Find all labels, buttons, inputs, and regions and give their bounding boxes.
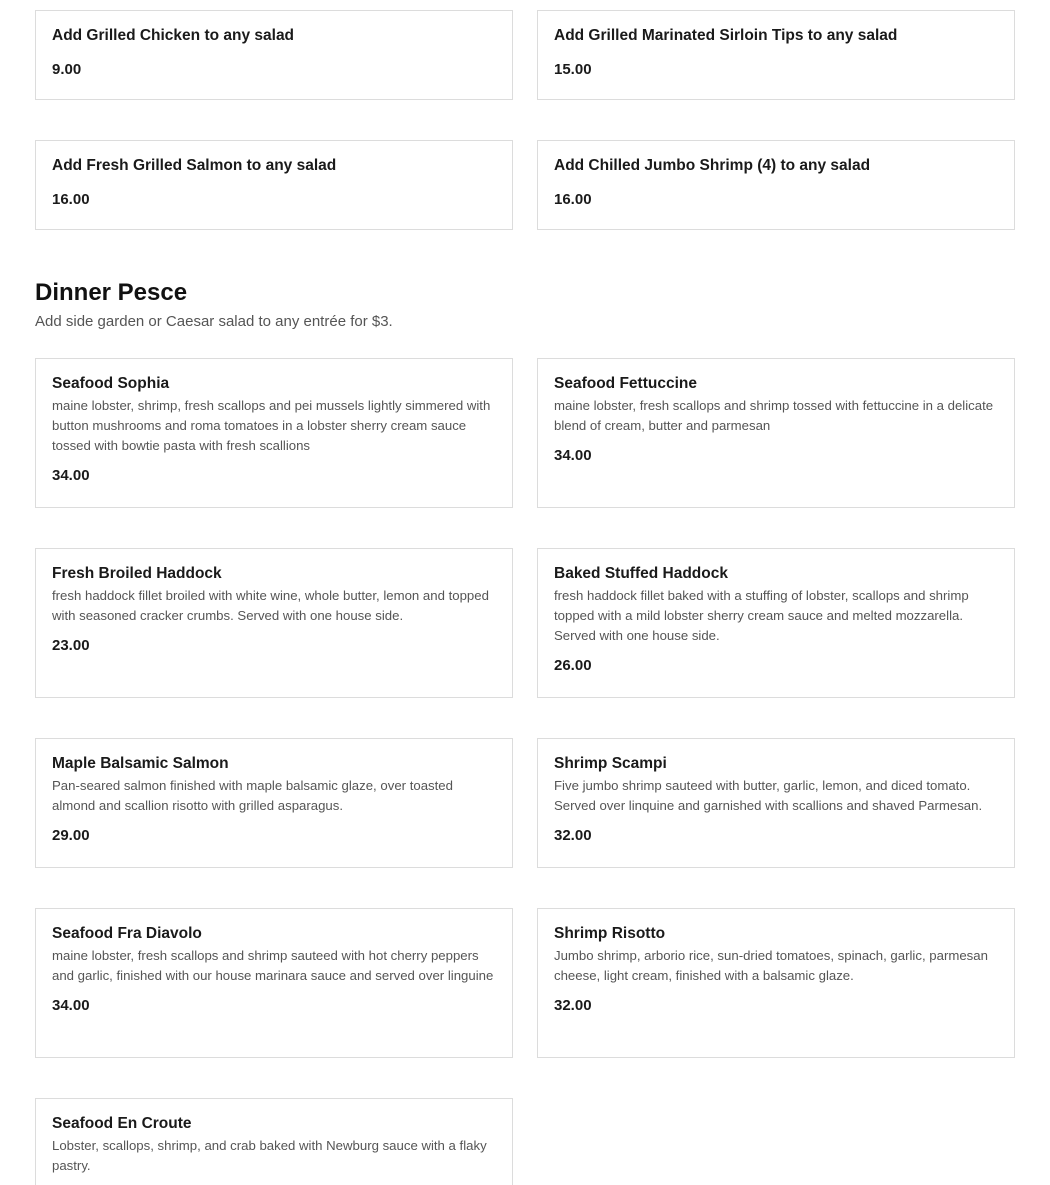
menu-item-card xyxy=(35,738,513,868)
menu-item-card xyxy=(537,10,1015,100)
item-price: 34.00 xyxy=(52,467,90,484)
item-name: Add Chilled Jumbo Shrimp (4) to any salad xyxy=(554,157,871,174)
item-name: Shrimp Risotto xyxy=(554,925,666,942)
item-price: 26.00 xyxy=(554,657,592,674)
item-name: Baked Stuffed Haddock xyxy=(554,565,728,582)
item-description: maine lobster, fresh scallops and shrimp tossed with fettuccine in a delicate blend of cream, butter and parmesan xyxy=(554,398,994,433)
menu-item-card xyxy=(35,1098,513,1185)
item-description: Five jumbo shrimp sauteed with butter, garlic, lemon, and diced tomato. Served over linquine and garnished with scallions and shaved Parmesan. xyxy=(554,778,983,813)
item-name: Add Grilled Chicken to any salad xyxy=(52,27,295,44)
menu-item-card xyxy=(35,140,513,230)
item-price: 16.00 xyxy=(52,191,90,208)
item-price: 15.00 xyxy=(554,61,592,78)
item-price: 34.00 xyxy=(52,997,90,1014)
item-description: Jumbo shrimp, arborio rice, sun-dried tomatoes, spinach, garlic, parmesan cheese, light cream, finished with a balsamic glaze. xyxy=(554,948,988,983)
item-price: 29.00 xyxy=(52,827,90,844)
section-note: Add side garden or Caesar salad to any entrée for $3. xyxy=(35,313,393,330)
menu-item-card xyxy=(537,548,1015,698)
menu-item-card xyxy=(537,908,1015,1058)
item-name: Add Fresh Grilled Salmon to any salad xyxy=(52,157,337,174)
item-price: 16.00 xyxy=(554,191,592,208)
item-description: maine lobster, shrimp, fresh scallops and pei mussels lightly simmered with button mushrooms and roma tomatoes in a lobster sherry cream sauce tossed with bowtie pasta with fresh scallions xyxy=(52,398,491,453)
item-price: 32.00 xyxy=(554,997,592,1014)
menu-item-card xyxy=(35,10,513,100)
item-description: fresh haddock fillet baked with a stuffing of lobster, scallops and shrimp topped with a mild lobster sherry cream sauce and melted mozzarella. Served with one house side. xyxy=(554,588,969,643)
item-description: Lobster, scallops, shrimp, and crab baked with Newburg sauce with a flaky pastry. xyxy=(52,1138,487,1173)
item-name: Seafood Sophia xyxy=(52,375,170,392)
item-name: Add Grilled Marinated Sirloin Tips to any salad xyxy=(554,27,898,44)
menu-item-card xyxy=(537,738,1015,868)
item-description: maine lobster, fresh scallops and shrimp sauteed with hot cherry peppers and garlic, finished with our house marinara sauce and served over linguine xyxy=(52,948,494,983)
item-description: fresh haddock fillet broiled with white wine, whole butter, lemon and topped with seasoned cracker crumbs. Served with one house side. xyxy=(52,588,489,623)
item-price: 32.00 xyxy=(554,827,592,844)
item-name: Fresh Broiled Haddock xyxy=(52,565,222,582)
item-description: Pan-seared salmon finished with maple balsamic glaze, over toasted almond and scallion risotto with grilled asparagus. xyxy=(52,778,453,813)
item-price: 23.00 xyxy=(52,637,90,654)
menu-item-card xyxy=(35,548,513,698)
menu-item-card xyxy=(35,908,513,1058)
menu-item-card xyxy=(537,358,1015,508)
item-name: Seafood En Croute xyxy=(52,1115,192,1132)
menu-item-card xyxy=(537,140,1015,230)
item-price: 9.00 xyxy=(52,61,82,78)
section-title: Dinner Pesce xyxy=(35,279,188,306)
item-name: Seafood Fettuccine xyxy=(554,375,697,392)
item-name: Seafood Fra Diavolo xyxy=(52,925,202,942)
item-name: Shrimp Scampi xyxy=(554,755,667,772)
menu-item-card xyxy=(35,358,513,508)
item-price: 34.00 xyxy=(554,447,592,464)
item-name: Maple Balsamic Salmon xyxy=(52,755,229,772)
